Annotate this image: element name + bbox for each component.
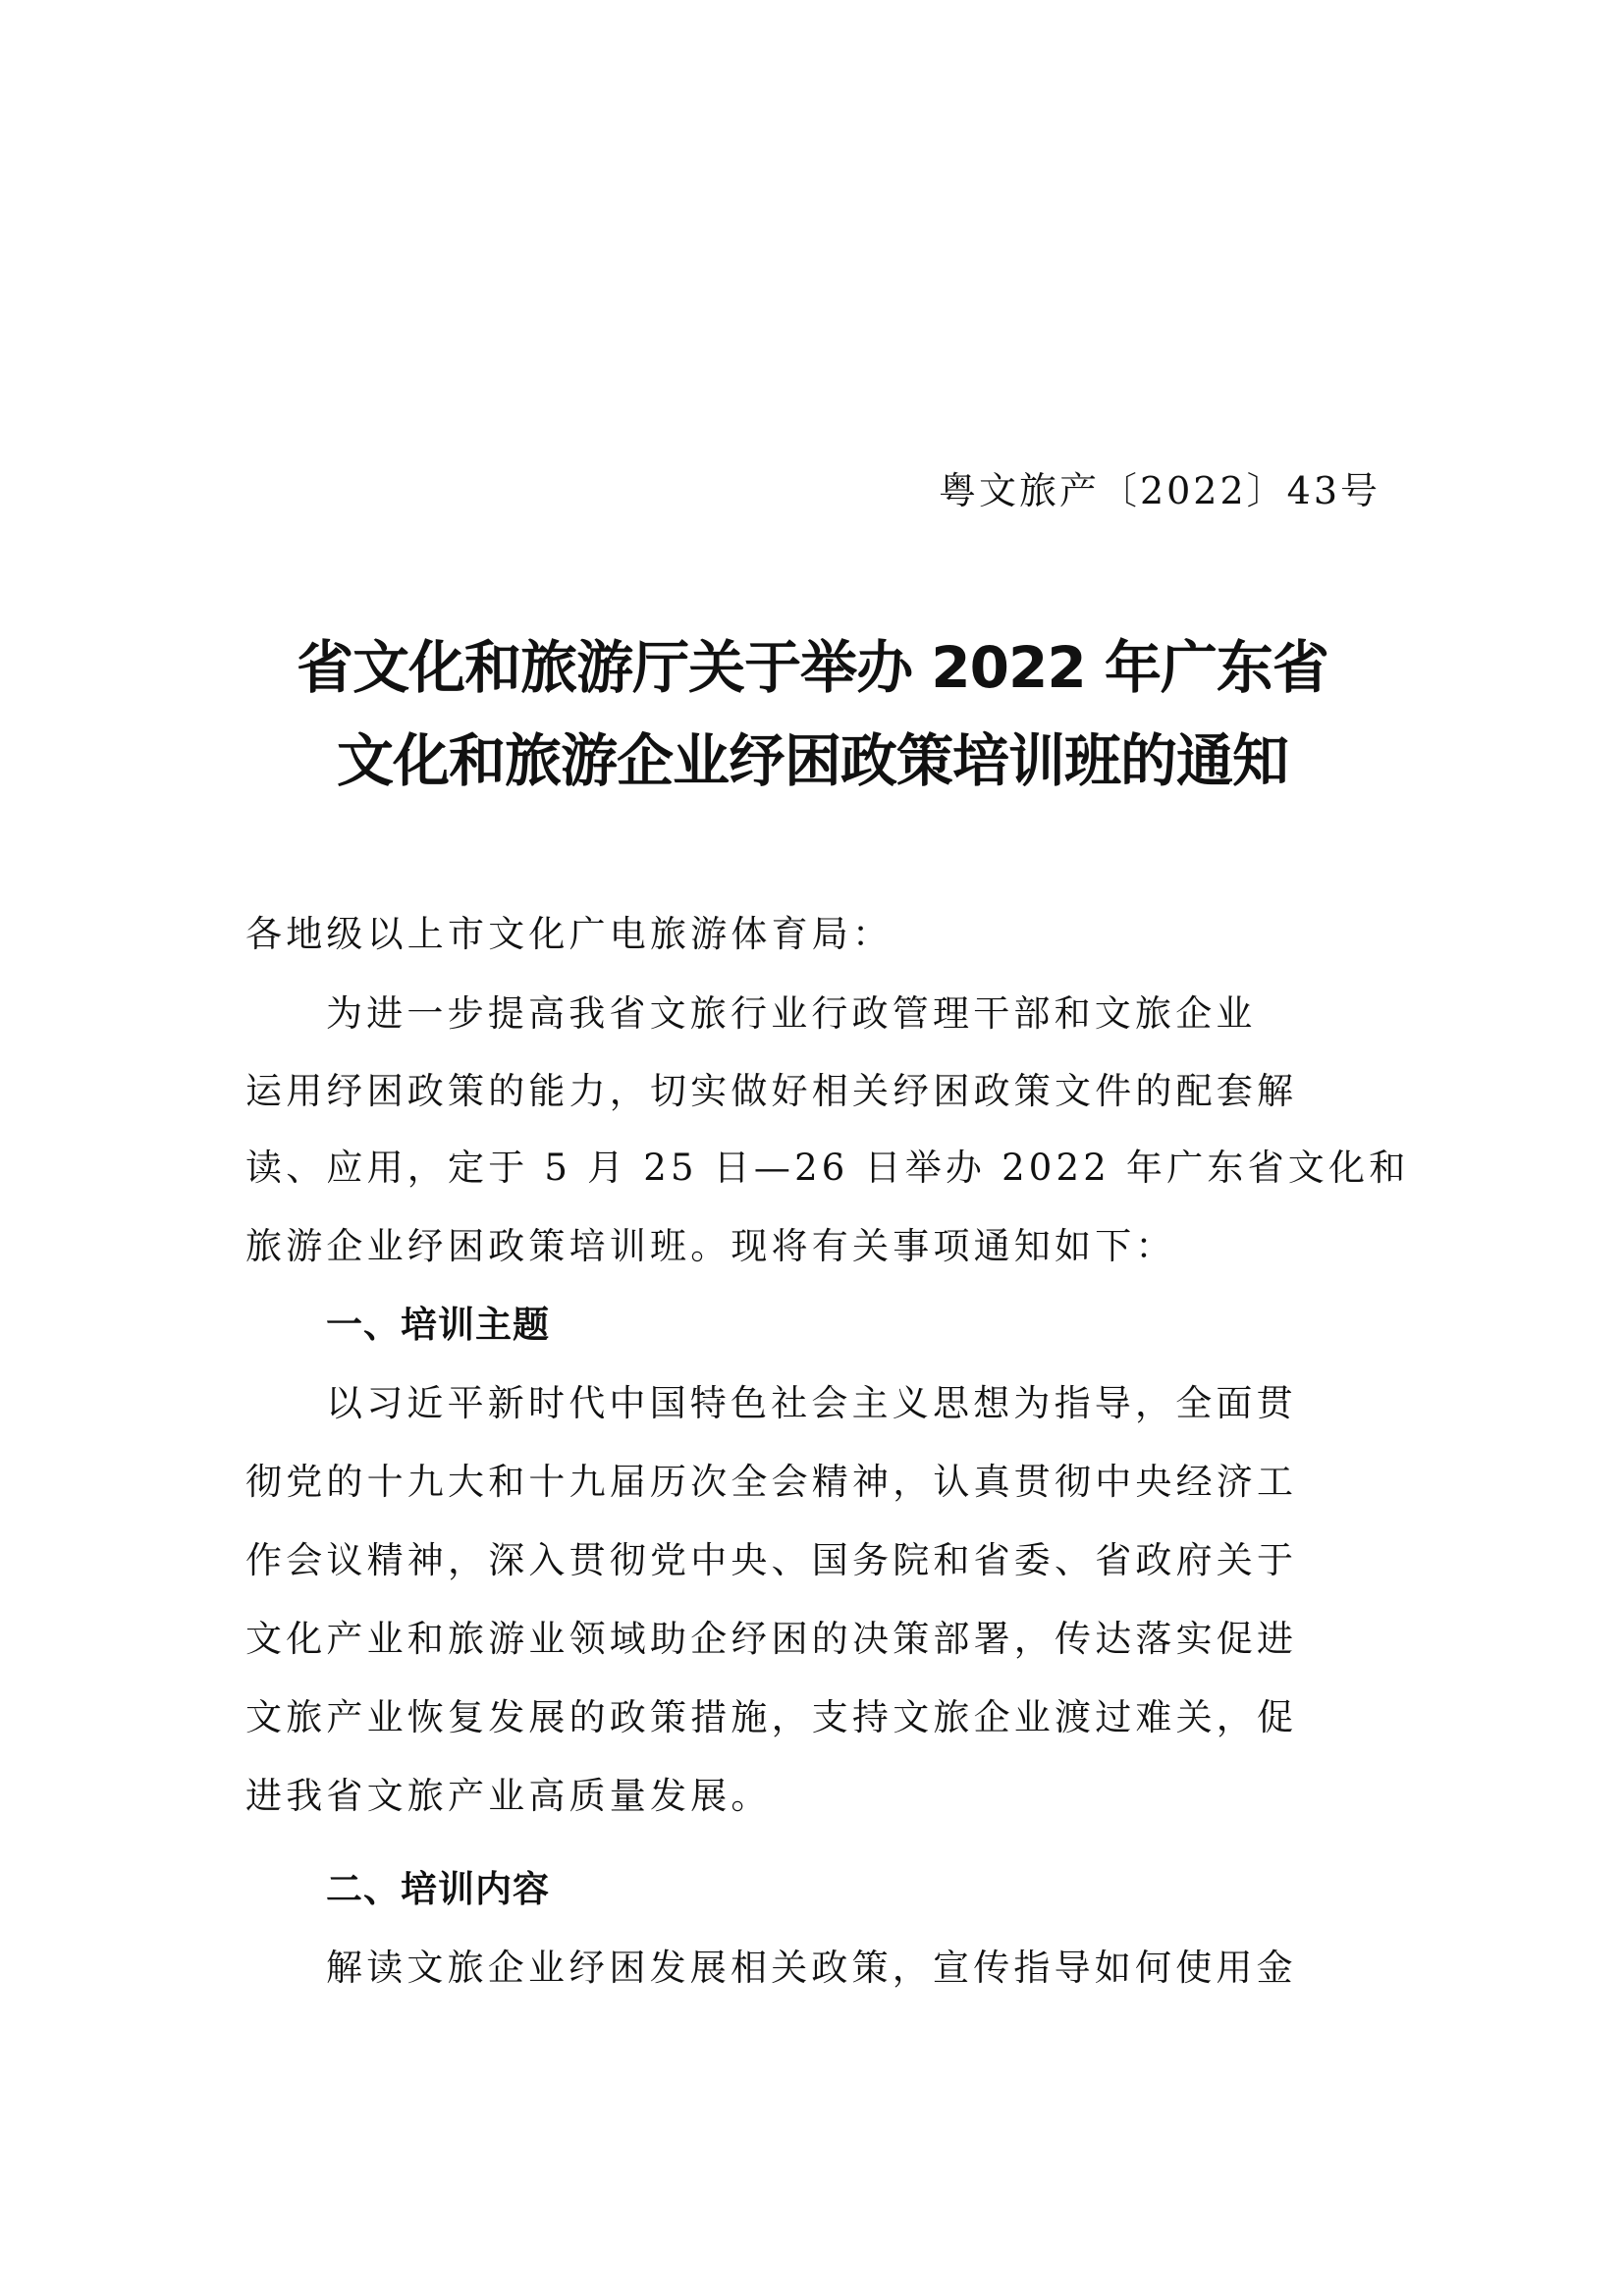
section-paragraph-line: 文旅产业恢复发展的政策措施，支持文旅企业渡过难关，促 (245, 1696, 1298, 1738)
intro-paragraph-line: 旅游企业纾困政策培训班。现将有关事项通知如下： (245, 1225, 1176, 1267)
document-title-line-1: 省文化和旅游厅关于举办 2022 年广东省 (297, 634, 1328, 701)
salutation: 各地级以上市文化广电旅游体育局： (245, 913, 893, 955)
intro-paragraph-line: 读、应用，定于 5 月 25 日—26 日举办 2022 年广东省文化和 (245, 1147, 1410, 1189)
intro-paragraph-line: 为进一步提高我省文旅行业行政管理干部和文旅企业 (326, 992, 1257, 1035)
document-number: 粤文旅产〔2022〕43号 (938, 469, 1380, 512)
section-heading-training-theme: 一、培训主题 (326, 1304, 550, 1346)
section-paragraph-line: 文化产业和旅游业领域助企纾困的决策部署，传达落实促进 (245, 1618, 1298, 1660)
section-heading-training-content: 二、培训内容 (326, 1868, 550, 1910)
document-title-line-2: 文化和旅游企业纾困政策培训班的通知 (336, 727, 1288, 794)
intro-paragraph-line: 运用纾困政策的能力，切实做好相关纾困政策文件的配套解 (245, 1070, 1298, 1112)
section-paragraph-line: 解读文旅企业纾困发展相关政策，宣传指导如何使用金 (326, 1947, 1297, 1989)
section-paragraph-line: 以习近平新时代中国特色社会主义思想为指导，全面贯 (326, 1382, 1297, 1424)
section-paragraph-line: 彻党的十九大和十九届历次全会精神，认真贯彻中央经济工 (245, 1461, 1298, 1503)
section-paragraph-line: 作会议精神，深入贯彻党中央、国务院和省委、省政府关于 (245, 1539, 1298, 1581)
section-paragraph-line: 进我省文旅产业高质量发展。 (245, 1775, 772, 1817)
